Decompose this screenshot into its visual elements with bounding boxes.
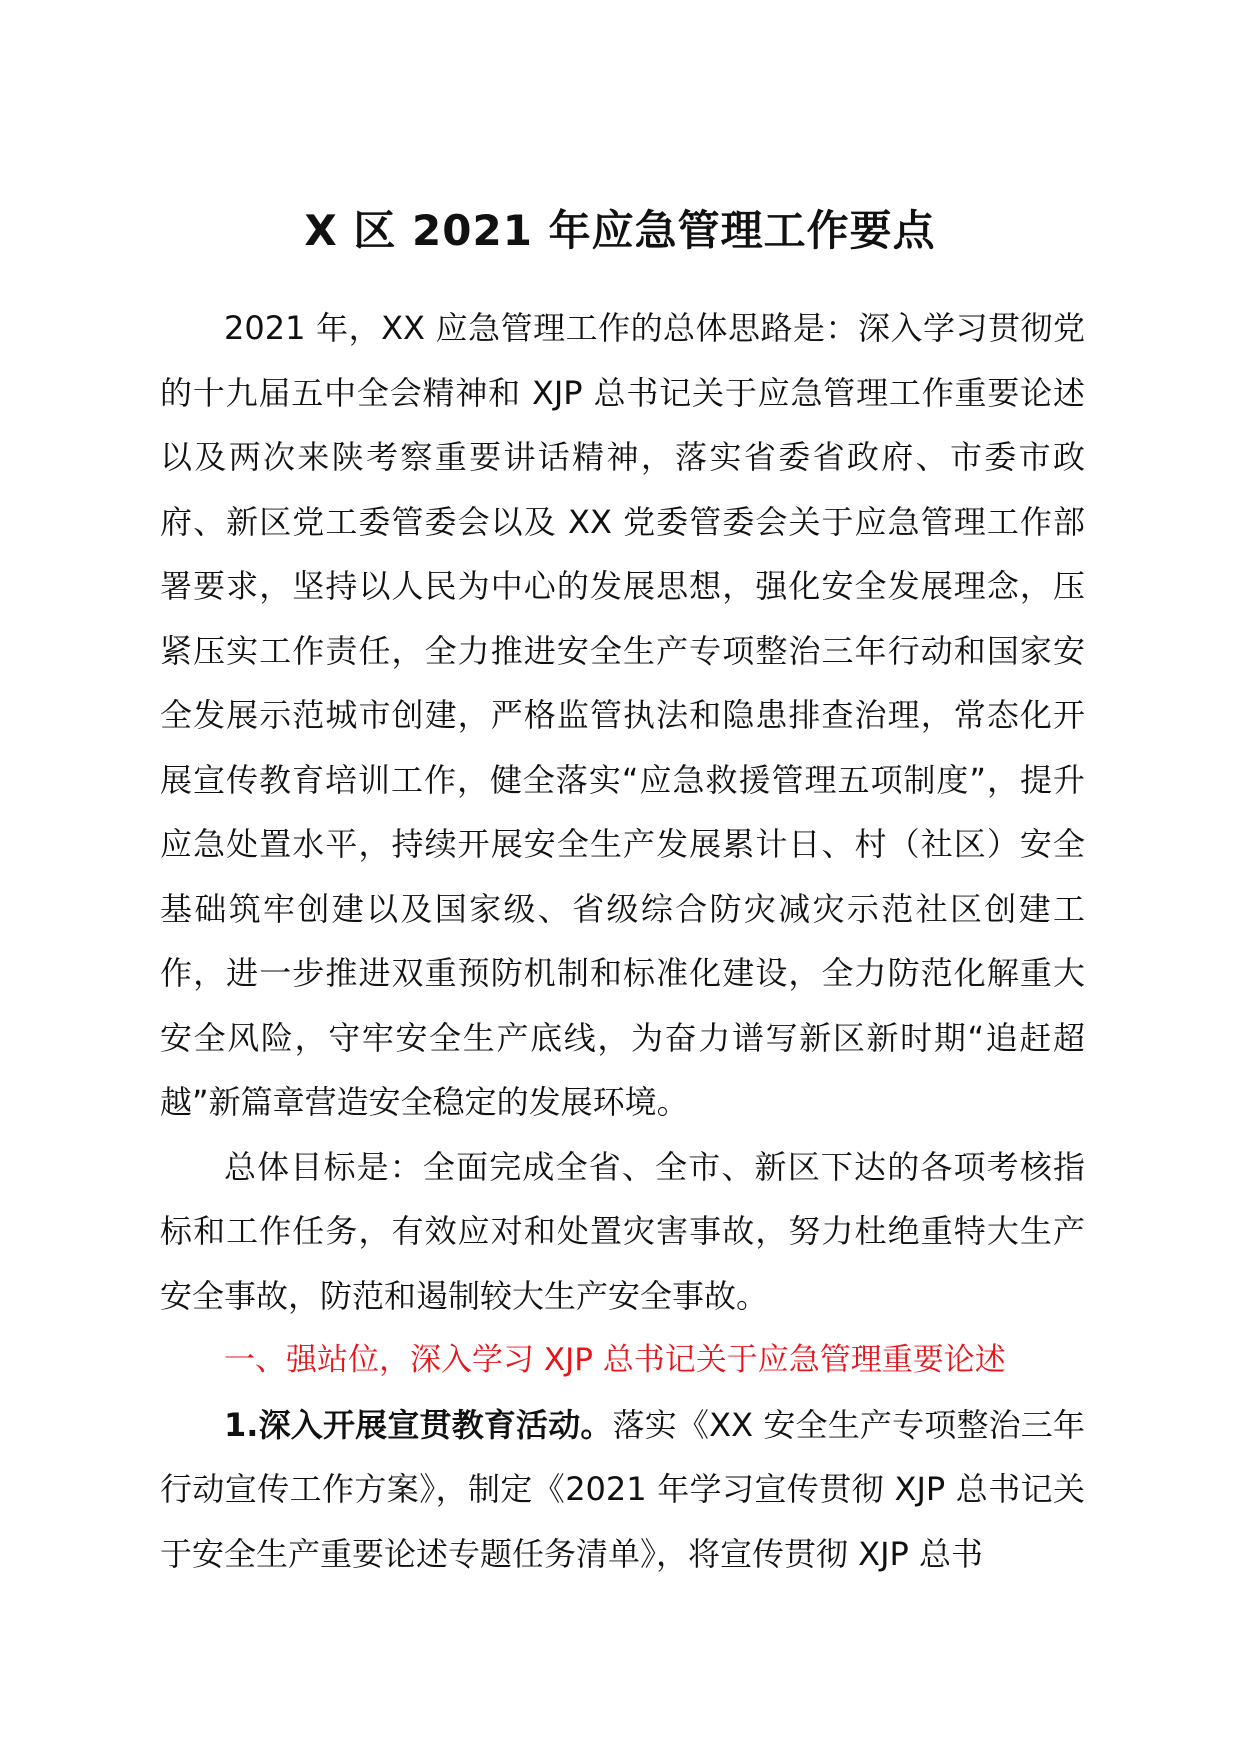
item-1-text: 落实《XX 安全生产专项整治三年行动宣传工作方案》，制定《2021 年学习宣传贯彻 XJP 总书记关于安全生产重要论述专题任务清单》，将宣传贯彻 XJP 总书 [160, 1405, 1085, 1573]
paragraph-overall-goal: 总体目标是：全面完成全省、全市、新区下达的各项考核指标和工作任务，有效应对和处置灾害事故，努力杜绝重特大生产安全事故，防范和遏制较大生产安全事故。 [160, 1147, 1085, 1315]
section-heading: 一、强站位，深入学习 XJP 总书记关于应急管理重要论述 [224, 1342, 1006, 1378]
document-body [160, 296, 1085, 1586]
item-1-paragraph [160, 1393, 1085, 1587]
document-title: X 区 2021 年应急管理工作要点 [304, 206, 936, 255]
paragraph-general-approach: 2021 年，XX 应急管理工作的总体思路是：深入学习贯彻党的十九届五中全会精神和 XJP 总书记关于应急管理工作重要论述以及两次来陕考察重要讲话精神，落实省委省政府、市委市政府、新区党工委管委会以及 XX 党委管委会关于应急管理工作部署要求，坚持以人民为中心的发展思想，强化安全发展理念，压紧压实工作责任，全力推进安全生产专项整治三年行动和国家安全发展示范城市创建，严格监管执法和隐患排查治理，常态化开展宣传教育培训工作，健全落实“应急救援管理五项制度”，提升应急处置水平，持续开展安全生产发展累计日、村（社区）安全基础筑牢创建以及国家级、省级综合防灾减灾示范社区创建工作，进一步推进双重预防机制和标准化建设，全力防范化解重大安全风险，守牢安全生产底线，为奋力谱写新区新时期“追赶超越”新篇章营造安全稳定的发展环境。 [160, 309, 1085, 1121]
item-1-lead: 1.深入开展宣贯教育活动。 [224, 1405, 613, 1444]
